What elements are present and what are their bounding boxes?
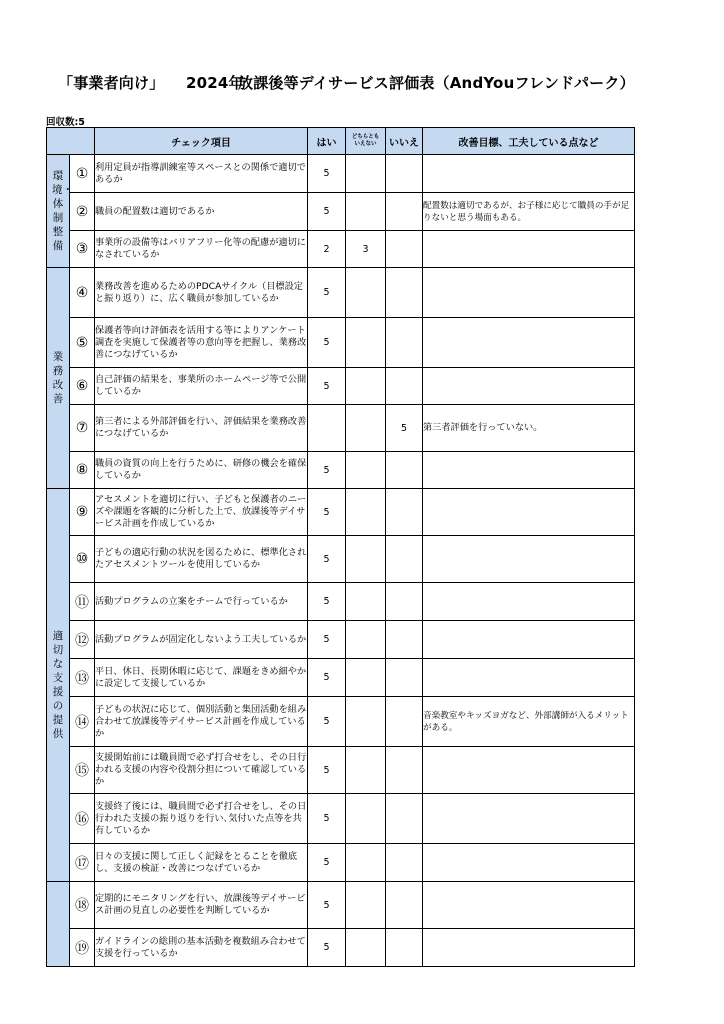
cell-no (386, 659, 423, 697)
table-row (47, 155, 635, 193)
table-row (47, 405, 635, 452)
title-year: 2024年 (186, 74, 244, 92)
cell-either (346, 452, 386, 489)
table-row (47, 621, 635, 659)
cell-either (346, 368, 386, 405)
cell-yes: 5 (308, 747, 346, 794)
cell-no (386, 697, 423, 747)
cell-no (386, 268, 423, 318)
cell-comment (423, 452, 635, 489)
check-item-text: 第三者による外部評価を行い、評価結果を業務改善につなげているか (95, 405, 308, 452)
header-yes: はい (308, 128, 346, 155)
check-item-text: 職員の配置数は適切であるか (95, 193, 308, 231)
section-label (47, 489, 70, 882)
cell-comment (423, 155, 635, 193)
title-audience: 「事業者向け」 (58, 74, 165, 92)
check-item-text: 日々の支援に関して正しく記録をとることを徹底し、支援の検証・改善につなげているか (95, 844, 308, 882)
cell-yes: 5 (308, 318, 346, 368)
item-number: ⑫ (70, 621, 95, 659)
check-item-text: アセスメントを適切に行い、子どもと保護者のニーズや課題を客観的に分析した上で、放課後等デイサービス計画を作成しているか (95, 489, 308, 536)
table-row (47, 929, 635, 967)
cell-either (346, 659, 386, 697)
item-number: ⑲ (70, 929, 95, 967)
item-number: ⑤ (70, 318, 95, 368)
header-check-item: チェック項目 (95, 128, 308, 155)
item-number: ⑩ (70, 536, 95, 583)
cell-either (346, 882, 386, 929)
cell-either (346, 536, 386, 583)
table-row (47, 318, 635, 368)
cell-yes: 5 (308, 489, 346, 536)
item-number: ④ (70, 268, 95, 318)
cell-comment (423, 882, 635, 929)
cell-no (386, 231, 423, 268)
cell-either (346, 621, 386, 659)
cell-comment (423, 747, 635, 794)
cell-no (386, 747, 423, 794)
cell-comment (423, 929, 635, 967)
item-number: ⑱ (70, 882, 95, 929)
cell-comment: 配置数は適切であるが、お子様に応じて職員の手が足りないと思う場面もある。 (423, 193, 635, 231)
cell-no (386, 794, 423, 844)
cell-no (386, 621, 423, 659)
cell-either (346, 697, 386, 747)
item-number: ⑮ (70, 747, 95, 794)
cell-no (386, 929, 423, 967)
cell-yes: 5 (308, 621, 346, 659)
cell-yes: 5 (308, 268, 346, 318)
check-item-text: 平日、休日、長期休暇に応じて、課題をきめ細やかに設定して支援しているか (95, 659, 308, 697)
cell-no (386, 536, 423, 583)
cell-yes: 5 (308, 794, 346, 844)
check-item-text: 子どもの適応行動の状況を図るために、標準化されたアセスメントツールを使用しているか (95, 536, 308, 583)
item-number: ⑦ (70, 405, 95, 452)
cell-no (386, 368, 423, 405)
cell-comment (423, 659, 635, 697)
cell-either (346, 747, 386, 794)
table-row (47, 231, 635, 268)
document-title (58, 72, 698, 93)
item-number: ① (70, 155, 95, 193)
item-number: ⑭ (70, 697, 95, 747)
cell-either (346, 155, 386, 193)
cell-comment (423, 318, 635, 368)
cell-comment (423, 368, 635, 405)
item-number: ⑨ (70, 489, 95, 536)
check-item-text: 子どもの状況に応じて、個別活動と集団活動を組み合わせて放課後等デイサービス計画を作成しているか (95, 697, 308, 747)
section-label (47, 268, 70, 489)
cell-no (386, 583, 423, 621)
cell-either: 3 (346, 231, 386, 268)
check-item-text: 活動プログラムの立案をチームで行っているか (95, 583, 308, 621)
cell-yes: 5 (308, 452, 346, 489)
cell-either (346, 929, 386, 967)
cell-yes: 5 (308, 659, 346, 697)
header-either-line1: どちらとも (351, 134, 380, 140)
cell-either (346, 193, 386, 231)
cell-no (386, 844, 423, 882)
table-row (47, 368, 635, 405)
cell-no: 5 (386, 405, 423, 452)
table-row (47, 489, 635, 536)
item-number: ⑯ (70, 794, 95, 844)
cell-yes: 5 (308, 583, 346, 621)
header-either (346, 128, 386, 155)
cell-comment: 音楽教室やキッズヨガなど、外部講師が入るメリットがある。 (423, 697, 635, 747)
check-item-text: 保護者等向け評価表を活用する等によりアンケート調査を実施して保護者等の意向等を把握し、業務改善につなげているか (95, 318, 308, 368)
title-main: 放課後等デイサービス評価表（AndYouフレンドパーク） (238, 74, 635, 92)
item-number: ⑥ (70, 368, 95, 405)
cell-either (346, 318, 386, 368)
check-item-text: 支援終了後には、職員間で必ず打合せをし、その日行われた支援の振り返りを行い､気付いた点等を共有しているか (95, 794, 308, 844)
cell-yes: 5 (308, 155, 346, 193)
cell-no (386, 155, 423, 193)
check-item-text: 活動プログラムが固定化しないよう工夫しているか (95, 621, 308, 659)
table-row (47, 193, 635, 231)
cell-yes: 2 (308, 231, 346, 268)
check-item-text: 業務改善を進めるためのPDCAサイクル（目標設定と振り返り）に、広く職員が参加しているか (95, 268, 308, 318)
cell-yes: 5 (308, 193, 346, 231)
header-no: いいえ (386, 128, 423, 155)
table-row (47, 659, 635, 697)
item-number: ⑧ (70, 452, 95, 489)
cell-comment (423, 231, 635, 268)
item-number: ③ (70, 231, 95, 268)
check-item-text: 支援開始前には職員間で必ず打合せをし、その日行われる支援の内容や役割分担について確認しているか (95, 747, 308, 794)
table-row (47, 747, 635, 794)
table-row (47, 844, 635, 882)
header-blank (47, 128, 95, 155)
check-item-text: ガイドラインの総則の基本活動を複数組み合わせて支援を行っているか (95, 929, 308, 967)
cell-comment (423, 536, 635, 583)
check-item-text: 利用定員が指導訓練室等スペースとの関係で適切であるか (95, 155, 308, 193)
cell-either (346, 844, 386, 882)
cell-no (386, 882, 423, 929)
cell-comment: 第三者評価を行っていない。 (423, 405, 635, 452)
cell-comment (423, 489, 635, 536)
cell-yes: 5 (308, 882, 346, 929)
cell-yes (308, 405, 346, 452)
section-label-text: 適切な支援の提供 (52, 630, 64, 740)
check-item-text: 事業所の設備等はバリアフリー化等の配慮が適切になされているか (95, 231, 308, 268)
item-number: ⑰ (70, 844, 95, 882)
cell-yes: 5 (308, 929, 346, 967)
check-item-text: 定期的にモニタリングを行い、放課後等デイサービス計画の見直しの必要性を判断しているか (95, 882, 308, 929)
cell-comment (423, 621, 635, 659)
cell-no (386, 193, 423, 231)
table-row (47, 536, 635, 583)
table-row (47, 794, 635, 844)
item-number: ② (70, 193, 95, 231)
item-number: ⑪ (70, 583, 95, 621)
check-item-text: 自己評価の結果を、事業所のホームページ等で公開しているか (95, 368, 308, 405)
cell-comment (423, 583, 635, 621)
cell-either (346, 489, 386, 536)
cell-comment (423, 844, 635, 882)
cell-no (386, 318, 423, 368)
cell-comment (423, 268, 635, 318)
cell-yes: 5 (308, 536, 346, 583)
table-row (47, 697, 635, 747)
check-item-text: 職員の資質の向上を行うために、研修の機会を確保しているか (95, 452, 308, 489)
section-label-text: 業務改善 (52, 351, 64, 405)
item-number: ⑬ (70, 659, 95, 697)
table-row (47, 452, 635, 489)
cell-either (346, 583, 386, 621)
header-goal: 改善目標、工夫している点など (423, 128, 635, 155)
evaluation-table (46, 127, 635, 967)
cell-either (346, 405, 386, 452)
section-label (47, 882, 70, 967)
section-label-text: 環境・体制整備 (52, 170, 73, 252)
table-row (47, 583, 635, 621)
cell-yes: 5 (308, 844, 346, 882)
cell-yes: 5 (308, 368, 346, 405)
header-either-line2: いえない (354, 141, 377, 147)
cell-either (346, 268, 386, 318)
response-count: 回収数:5 (46, 117, 85, 128)
cell-either (346, 794, 386, 844)
cell-no (386, 489, 423, 536)
cell-yes: 5 (308, 697, 346, 747)
table-row (47, 268, 635, 318)
cell-no (386, 452, 423, 489)
header-row (47, 128, 635, 155)
cell-comment (423, 794, 635, 844)
section-label (47, 155, 73, 268)
table-row (47, 882, 635, 929)
